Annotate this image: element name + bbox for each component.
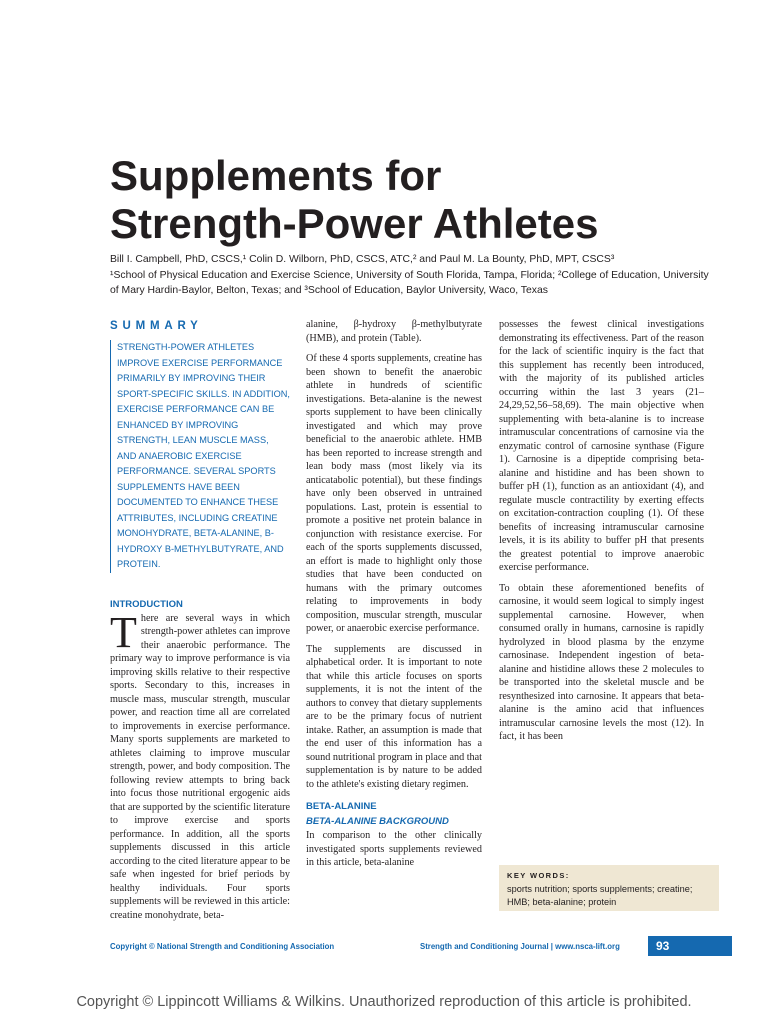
subsection-heading-background: BETA-ALANINE BACKGROUND: [306, 816, 449, 827]
title-line-1: Supplements for: [110, 152, 442, 199]
article-title: [110, 152, 730, 248]
summary-heading: SUMMARY: [110, 320, 203, 332]
section-heading-beta-alanine: BETA-ALANINE: [306, 801, 377, 812]
keywords-text: sports nutrition; sports supplements; creatine; HMB; beta-alanine; protein: [507, 884, 693, 907]
paragraph: alanine, β-hydroxy β-methylbutyrate (HMB), and protein (Table).: [306, 319, 482, 344]
introduction-heading: INTRODUCTION: [110, 598, 183, 610]
keywords-box: [499, 865, 719, 911]
affiliations: ¹School of Physical Education and Exercise Science, University of South Florida, Tampa, Florida; ²College of Education, University of Mary Hardin-Baylor, Belton, Texas; and ³School of Education, Baylor University, Waco, Texas: [110, 269, 709, 296]
summary-text: STRENGTH-POWER ATHLETES IMPROVE EXERCISE PERFORMANCE PRIMARILY BY IMPROVING THEIR SPORT-SPECIFIC SKILLS. IN ADDITION, EXERCISE PERFORMANCE CAN BE ENHANCED BY IMPROVING STRENGTH, LEAN MUSCLE MASS, AND ANAEROBIC EXERCISE PERFORMANCE. SEVERAL SPORTS SUPPLEMENTS HAVE BEEN DOCUMENTED TO ENHANCE THESE ATTRIBUTES, INCLUDING CREATINE MONOHYDRATE, BETA-ALANINE, Β-HYDROXY Β-METHYLBUTYRATE, AND PROTEIN.: [110, 340, 290, 573]
drop-cap: T: [110, 607, 137, 657]
footer-journal: Strength and Conditioning Journal | www.nsca-lift.org: [420, 942, 620, 951]
introduction-text: here are several ways in which strength-power athletes can improve their anaerobic performance. The primary way to improve performance is via improving skills relative to their respective sports. Secondary to this, increases in muscle mass, muscular strength, muscular power, and reaction time all are correlated to improvements in exercise performance. Many sports supplements are marketed to athletes claiming to improve muscular strength, power, and body composition. The following review attempts to bring back into focus those nutritional ergogenic aids that are supported by the scientific literature to improve exercise and sports performance. In addition, all the sports supplements discussed in this article according to the cited literature appear to be safe when ingested for brief periods by healthy individuals. Four sports supplements will be reviewed in this article: creatine monohydrate, beta-: [110, 612, 290, 921]
footer-copyright: Copyright © National Strength and Conditioning Association: [110, 942, 335, 951]
paragraph: Of these 4 sports supplements, creatine has been shown to benefit the anaerobic athlete in hundreds of scientific investigations. Beta-alanine is the newest sports supplement to have been clinically investigated and which may prove beneficial to the anaerobic athlete. HMB has been reported to increase strength and lean body mass (most likely via its anticatabolic potential), but these findings have only been observed in untrained populations. Last, protein is essential to promote a positive net protein balance in conjunction with resistance exercise. For each of the sports supplements discussed, an effort is made to highlight only those studies that have been conducted on humans with the primary outcomes relating to improvements in body composition, muscular strength, muscular power, or anaerobic exercise performance.: [306, 353, 482, 634]
authors: Bill I. Campbell, PhD, CSCS,¹ Colin D. Wilborn, PhD, CSCS, ATC,² and Paul M. La Bounty, PhD, MPT, CSCS³: [110, 254, 615, 265]
column-2: [306, 318, 482, 877]
paragraph: In comparison to the other clinically investigated sports supplements reviewed in this article, beta-alanine: [306, 830, 482, 868]
column-1: [110, 318, 290, 929]
page-number: 93: [648, 936, 732, 956]
introduction-paragraph: [110, 607, 290, 923]
author-block: [110, 252, 720, 299]
paragraph: To obtain these aforementioned benefits of carnosine, it would seem logical to simply ingest supplemental carnosine. However, when consumed orally in humans, carnosine is rapidly hydrolyzed in blood plasma by the enzyme carnosinase. Independent ingestion of beta-alanine and histidine allows these 2 molecules to be transported into the skeletal muscle and be resynthesized into carnosine. It appears that beta-alanine is the amino acid that influences intramuscular carnosine levels the most (12). In fact, it has been: [499, 582, 704, 742]
paragraph: The supplements are discussed in alphabetical order. It is important to note that while this article focuses on sports supplements, it is not the intent of the authors to convey that dietary supplements are to be the primary focus of nutrient intake. Rather, an assumption is made that the end user of this information has a sound nutritional program in place and that supplementation is by nature to be added to the athlete's existing dietary regimen.: [306, 643, 482, 790]
column-3: [499, 318, 704, 751]
keywords-label: KEY WORDS:: [507, 871, 570, 880]
paragraph: possesses the fewest clinical investigations demonstrating its effectiveness. Part of the reason for the lack of scientific inquiry is the fact that this supplement has recently been introduced, with the majority of its published articles occurring within the last 3 years (21–24,29,52,56–58,69). The main objective when supplementing with beta-alanine is to increase intramuscular concentrations of carnosine via the enzymatic control of carnosine synthase (Figure 1). Carnosine is a dipeptide comprising beta-alanine and histidine and has been shown to buffer pH (1), function as an antioxidant (4), and regulate muscle contractility by exerting effects on excitation-contraction coupling (1). Of these benefits of increasing intramuscular carnosine levels, it is its ability to buffer pH that presents the greatest potential to improve anaerobic exercise performance.: [499, 319, 704, 573]
title-line-2: Strength-Power Athletes: [110, 200, 599, 247]
copyright-notice: Copyright © Lippincott Williams & Wilkins. Unauthorized reproduction of this article is prohibited.: [76, 994, 692, 1010]
